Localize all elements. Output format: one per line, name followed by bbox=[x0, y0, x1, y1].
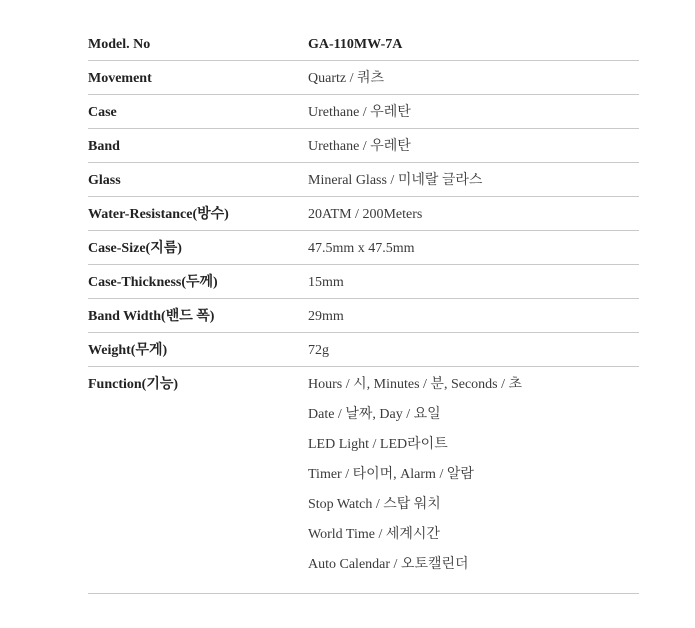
spec-value-case-size: 47.5mm x 47.5mm bbox=[308, 241, 415, 256]
spec-row-glass bbox=[88, 163, 639, 197]
spec-row-water-resistance bbox=[88, 197, 639, 231]
spec-row-model bbox=[88, 27, 639, 61]
spec-label-case-size: Case-Size(지름) bbox=[88, 241, 182, 256]
function-item: Auto Calendar / 오토캘린더 bbox=[308, 557, 469, 572]
spec-value-band-width: 29mm bbox=[308, 309, 344, 324]
spec-value-function bbox=[308, 367, 639, 587]
spec-value-weight: 72g bbox=[308, 343, 329, 358]
function-list bbox=[308, 377, 639, 587]
spec-label-weight: Weight(무게) bbox=[88, 343, 168, 358]
function-item: World Time / 세계시간 bbox=[308, 527, 440, 542]
spec-row-band bbox=[88, 129, 639, 163]
spec-label-case: Case bbox=[88, 105, 117, 120]
function-item: Timer / 타이머, Alarm / 알람 bbox=[308, 467, 474, 482]
spec-row-band-width bbox=[88, 299, 639, 333]
spec-table bbox=[88, 27, 639, 594]
spec-value-glass: Mineral Glass / 미네랄 글라스 bbox=[308, 173, 483, 188]
spec-row-movement bbox=[88, 61, 639, 95]
spec-value-movement: Quartz / 쿼츠 bbox=[308, 71, 385, 86]
spec-row-function bbox=[88, 367, 639, 594]
spec-row-case-size bbox=[88, 231, 639, 265]
spec-label-case-thickness: Case-Thickness(두께) bbox=[88, 275, 218, 290]
spec-label-water-resistance: Water-Resistance(방수) bbox=[88, 207, 229, 222]
spec-label-band-width: Band Width(밴드 폭) bbox=[88, 309, 215, 324]
spec-row-weight bbox=[88, 333, 639, 367]
spec-value-case-thickness: 15mm bbox=[308, 275, 344, 290]
spec-label-glass: Glass bbox=[88, 173, 121, 188]
spec-label-function: Function(기능) bbox=[88, 377, 179, 392]
spec-row-case bbox=[88, 95, 639, 129]
spec-value-water-resistance: 20ATM / 200Meters bbox=[308, 207, 423, 222]
function-item: Hours / 시, Minutes / 분, Seconds / 초 bbox=[308, 377, 523, 392]
function-item: Stop Watch / 스탑 워치 bbox=[308, 497, 441, 512]
function-item: Date / 날짜, Day / 요일 bbox=[308, 407, 441, 422]
function-item: LED Light / LED라이트 bbox=[308, 437, 448, 452]
spec-value-band: Urethane / 우레탄 bbox=[308, 139, 411, 154]
spec-label-model: Model. No bbox=[88, 37, 151, 52]
spec-label-movement: Movement bbox=[88, 71, 152, 86]
spec-value-model: GA-110MW-7A bbox=[308, 37, 403, 52]
spec-row-case-thickness bbox=[88, 265, 639, 299]
spec-value-case: Urethane / 우레탄 bbox=[308, 105, 411, 120]
spec-label-band: Band bbox=[88, 139, 120, 154]
